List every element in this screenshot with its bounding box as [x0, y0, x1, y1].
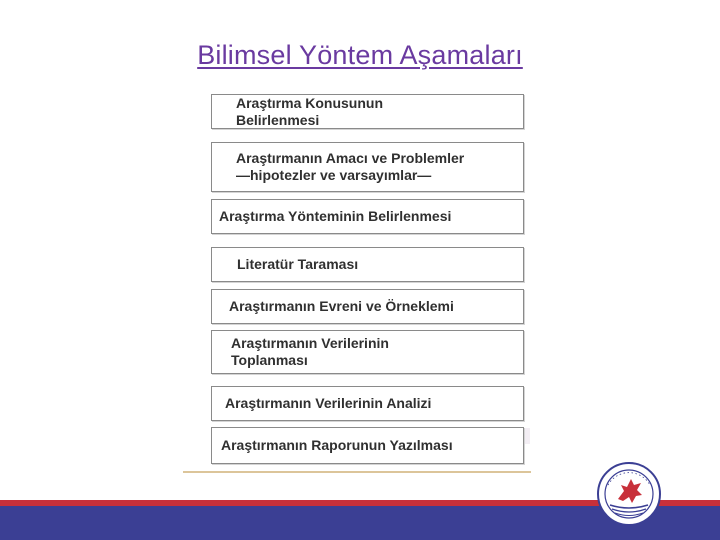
- step-box-research-method: Araştırma Yönteminin Belirlenmesi: [211, 199, 524, 234]
- step-box-data-collection: Araştırmanın Verilerinin Toplanması: [211, 330, 524, 374]
- step-box-aim-and-problems: Araştırmanın Amacı ve Problemler —hipotezler ve varsayımlar—: [211, 142, 524, 192]
- step-box-report-writing: Araştırmanın Raporunun Yazılması: [211, 427, 524, 464]
- step-box-population-and-sample: Araştırmanın Evreni ve Örneklemi: [211, 289, 524, 324]
- diagram-baseline: [183, 471, 531, 473]
- step-box-literature-review: Literatür Taraması: [211, 247, 524, 282]
- page-title: Bilimsel Yöntem Aşamaları: [197, 40, 523, 70]
- university-seal-icon: [596, 461, 662, 527]
- step-box-research-topic: Araştırma Konusunun Belirlenmesi: [211, 94, 524, 129]
- university-seal-graphic: [596, 461, 662, 527]
- step-box-data-analysis: Araştırmanın Verilerinin Analizi: [211, 386, 524, 421]
